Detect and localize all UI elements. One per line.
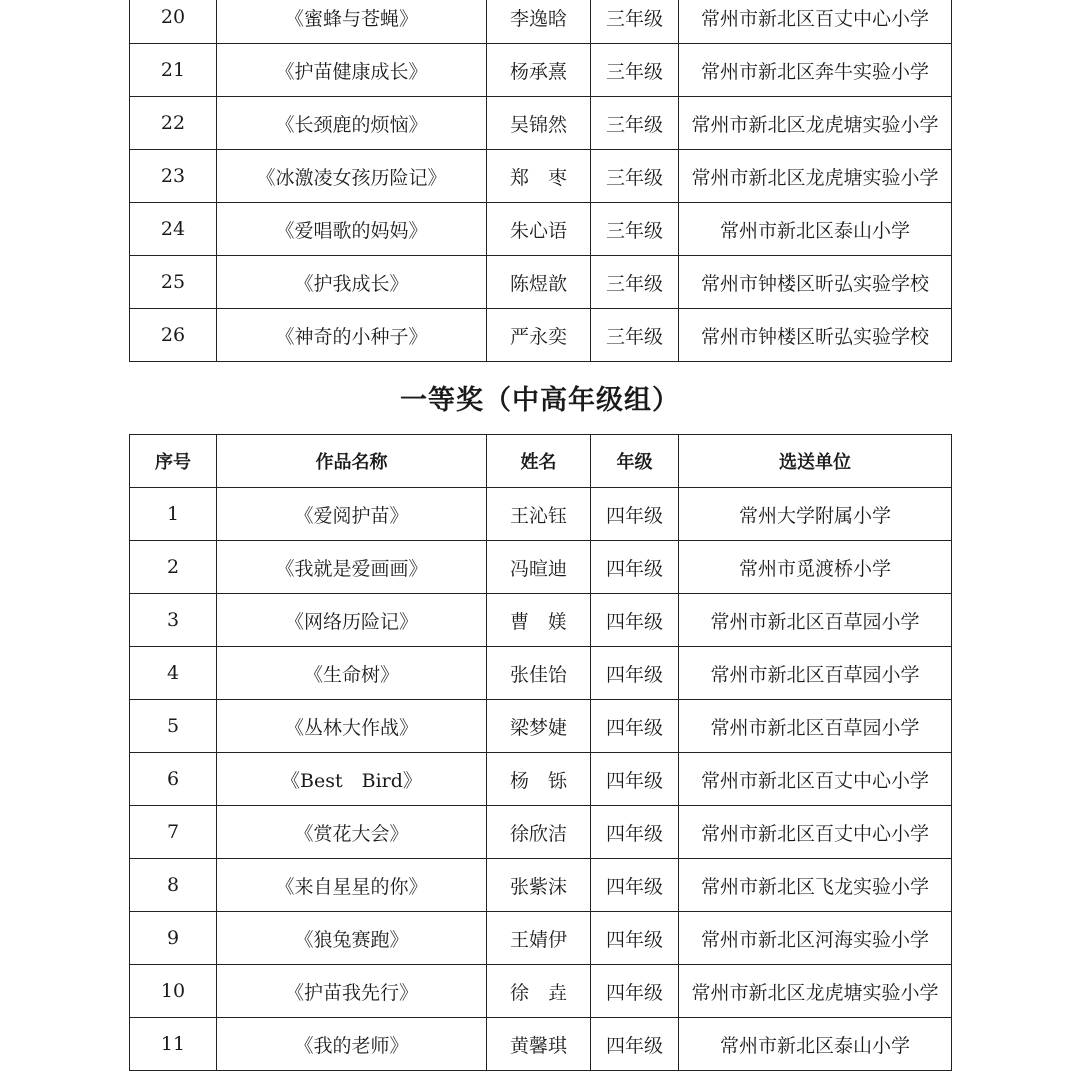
header-name: 姓名	[487, 435, 591, 488]
table-row	[130, 965, 952, 1018]
name-cell: 徐 垚	[487, 965, 591, 1018]
table-row	[130, 753, 952, 806]
name-cell: 吴锦然	[487, 97, 591, 150]
table-row	[130, 859, 952, 912]
table-row	[130, 150, 952, 203]
table-row	[130, 700, 952, 753]
name-cell: 李逸晗	[487, 0, 591, 44]
name-cell: 朱心语	[487, 203, 591, 256]
table-row	[130, 488, 952, 541]
table-row	[130, 806, 952, 859]
table-row	[130, 203, 952, 256]
name-cell: 张紫沫	[487, 859, 591, 912]
school-cell: 常州市新北区龙虎塘实验小学	[679, 97, 952, 150]
award-table-lower-grades-continued	[129, 0, 952, 362]
name-cell: 王沁钰	[487, 488, 591, 541]
school-cell: 常州市新北区百草园小学	[679, 594, 952, 647]
table-row	[130, 541, 952, 594]
section-heading: 一等奖（中高年级组）	[400, 385, 680, 416]
title-cell: 《冰激凌女孩历险记》	[217, 150, 487, 203]
name-cell: 梁梦婕	[487, 700, 591, 753]
table-row	[130, 44, 952, 97]
grade-cell: 三年级	[591, 203, 679, 256]
header-seq: 序号	[130, 435, 217, 488]
seq-cell: 22	[130, 97, 217, 150]
title-cell: 《爱阅护苗》	[217, 488, 487, 541]
table-row	[130, 912, 952, 965]
school-cell: 常州市新北区百草园小学	[679, 700, 952, 753]
grade-cell: 四年级	[591, 488, 679, 541]
grade-cell: 三年级	[591, 44, 679, 97]
seq-cell: 5	[130, 700, 217, 753]
seq-cell: 26	[130, 309, 217, 362]
table-row	[130, 0, 952, 44]
name-cell: 严永奕	[487, 309, 591, 362]
title-cell: 《护苗健康成长》	[217, 44, 487, 97]
seq-cell: 4	[130, 647, 217, 700]
title-cell: 《丛林大作战》	[217, 700, 487, 753]
name-cell: 王婧伊	[487, 912, 591, 965]
grade-cell: 三年级	[591, 97, 679, 150]
title-cell: 《护我成长》	[217, 256, 487, 309]
award-table-first-prize-upper-grades	[129, 434, 952, 1071]
grade-cell: 四年级	[591, 700, 679, 753]
header-grade: 年级	[591, 435, 679, 488]
seq-cell: 9	[130, 912, 217, 965]
table-row	[130, 309, 952, 362]
title-cell: 《神奇的小种子》	[217, 309, 487, 362]
grade-cell: 三年级	[591, 0, 679, 44]
grade-cell: 四年级	[591, 859, 679, 912]
school-cell: 常州大学附属小学	[679, 488, 952, 541]
seq-cell: 23	[130, 150, 217, 203]
school-cell: 常州市新北区龙虎塘实验小学	[679, 965, 952, 1018]
title-cell: 《长颈鹿的烦恼》	[217, 97, 487, 150]
school-cell: 常州市新北区龙虎塘实验小学	[679, 150, 952, 203]
title-cell: 《来自星星的你》	[217, 859, 487, 912]
grade-cell: 四年级	[591, 965, 679, 1018]
name-cell: 曹 媄	[487, 594, 591, 647]
grade-cell: 四年级	[591, 1018, 679, 1071]
school-cell: 常州市钟楼区昕弘实验学校	[679, 256, 952, 309]
seq-cell: 6	[130, 753, 217, 806]
seq-cell: 1	[130, 488, 217, 541]
name-cell: 张佳饴	[487, 647, 591, 700]
grade-cell: 三年级	[591, 150, 679, 203]
header-school: 选送单位	[679, 435, 952, 488]
school-cell: 常州市新北区泰山小学	[679, 203, 952, 256]
table-body	[130, 0, 952, 362]
table-row	[130, 256, 952, 309]
title-cell: 《我的老师》	[217, 1018, 487, 1071]
name-cell: 郑 枣	[487, 150, 591, 203]
school-cell: 常州市新北区百丈中心小学	[679, 0, 952, 44]
table-row	[130, 97, 952, 150]
table-row	[130, 1018, 952, 1071]
seq-cell: 25	[130, 256, 217, 309]
header-row	[130, 435, 952, 488]
seq-cell: 20	[130, 0, 217, 44]
title-cell: 《狼兔赛跑》	[217, 912, 487, 965]
school-cell: 常州市新北区百丈中心小学	[679, 806, 952, 859]
table-header	[130, 435, 952, 488]
seq-cell: 10	[130, 965, 217, 1018]
grade-cell: 四年级	[591, 594, 679, 647]
school-cell: 常州市钟楼区昕弘实验学校	[679, 309, 952, 362]
name-cell: 陈煜歆	[487, 256, 591, 309]
title-cell: 《我就是爱画画》	[217, 541, 487, 594]
title-cell: 《赏花大会》	[217, 806, 487, 859]
seq-cell: 7	[130, 806, 217, 859]
title-cell: 《网络历险记》	[217, 594, 487, 647]
grade-cell: 四年级	[591, 753, 679, 806]
seq-cell: 24	[130, 203, 217, 256]
school-cell: 常州市新北区飞龙实验小学	[679, 859, 952, 912]
grade-cell: 四年级	[591, 806, 679, 859]
seq-cell: 3	[130, 594, 217, 647]
title-cell: 《生命树》	[217, 647, 487, 700]
school-cell: 常州市新北区百草园小学	[679, 647, 952, 700]
school-cell: 常州市觅渡桥小学	[679, 541, 952, 594]
grade-cell: 四年级	[591, 541, 679, 594]
table-row	[130, 594, 952, 647]
name-cell: 徐欣洁	[487, 806, 591, 859]
grade-cell: 四年级	[591, 912, 679, 965]
grade-cell: 三年级	[591, 309, 679, 362]
title-cell: 《爱唱歌的妈妈》	[217, 203, 487, 256]
table-body	[130, 488, 952, 1071]
header-title: 作品名称	[217, 435, 487, 488]
seq-cell: 2	[130, 541, 217, 594]
school-cell: 常州市新北区河海实验小学	[679, 912, 952, 965]
table-row	[130, 647, 952, 700]
school-cell: 常州市新北区百丈中心小学	[679, 753, 952, 806]
grade-cell: 三年级	[591, 256, 679, 309]
name-cell: 杨承熹	[487, 44, 591, 97]
school-cell: 常州市新北区奔牛实验小学	[679, 44, 952, 97]
name-cell: 黄馨琪	[487, 1018, 591, 1071]
school-cell: 常州市新北区泰山小学	[679, 1018, 952, 1071]
seq-cell: 11	[130, 1018, 217, 1071]
seq-cell: 8	[130, 859, 217, 912]
title-cell: 《蜜蜂与苍蝇》	[217, 0, 487, 44]
name-cell: 杨 铄	[487, 753, 591, 806]
name-cell: 冯暄迪	[487, 541, 591, 594]
seq-cell: 21	[130, 44, 217, 97]
grade-cell: 四年级	[591, 647, 679, 700]
title-cell: 《护苗我先行》	[217, 965, 487, 1018]
title-cell: 《Best Bird》	[217, 753, 487, 806]
